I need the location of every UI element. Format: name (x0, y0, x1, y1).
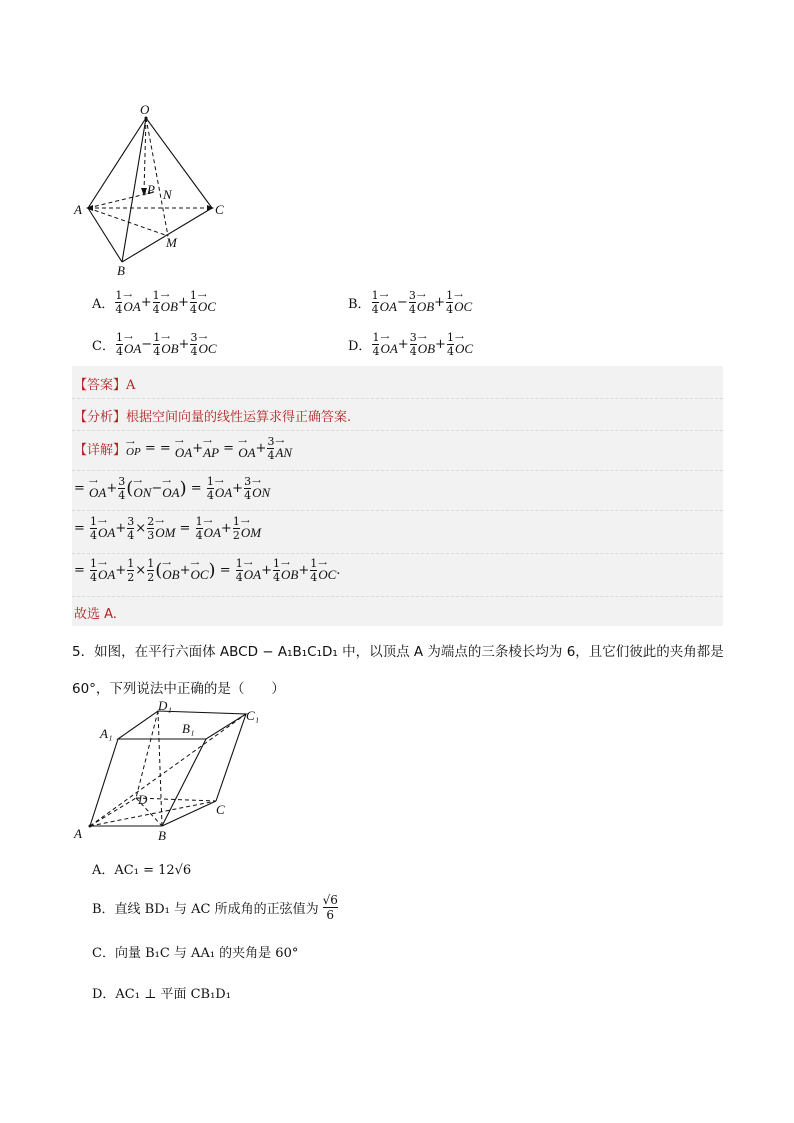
option-letter: C． (92, 339, 115, 354)
q5-option-d[interactable]: D．AC₁ ⊥ 平面 CB₁D₁ (92, 987, 231, 1002)
option-d[interactable]: D． $\frac{1}{4}$ ⟶ OA + $\frac{3}{4}$ ⟶ OB + $\frac{1}{4}$ ⟶ OC (348, 331, 473, 358)
label-P: P (147, 182, 155, 197)
option-letter: A． (92, 297, 115, 312)
conclusion: 故选 A. (74, 607, 117, 622)
label-C: C (216, 802, 225, 817)
label-A: A (74, 826, 82, 841)
answer-line (74, 374, 135, 393)
q5-option-a[interactable]: A．AC₁ = 12√6 (92, 863, 192, 878)
q5-option-b[interactable]: B．直线 BD₁ 与 AC 所成角的正弦值为 $\frac{√6}{6}$ (92, 893, 338, 922)
answer-value: A (126, 378, 136, 393)
detail-line-2: = ⟶ OA + $\frac{3}{4}$ ( ⟶ ON − ⟶ OA ) = $\frac{1}{4}$ ⟶ OA + $\frac{3}{4}$ ⟶ ON (74, 475, 271, 502)
analysis-tag: 【分析】 (74, 410, 127, 425)
detail-line-3: = $\frac{1}{4}$ ⟶ OA + $\frac{3}{4}$ × $\frac{2}{3}$ ⟶ OM = $\frac{1}{4}$ ⟶ OA + $\frac{1}{2}$ ⟶ OM (74, 515, 262, 542)
tetrahedron-figure (68, 100, 238, 280)
label-B: B (158, 828, 166, 843)
option-letter: D． (348, 339, 372, 354)
label-C1: C₁ (246, 708, 260, 723)
label-N: N (163, 187, 172, 202)
detail-line-1: 【详解】 ⟶ OP = = ⟶ OA + ⟶ AP = ⟶ OA + $\frac{3}{4}$ ⟶ AN (74, 435, 293, 462)
answer-tag: 【答案】 (74, 378, 127, 393)
label-M: M (166, 235, 177, 250)
option-c[interactable]: C． $\frac{1}{4}$ ⟶ OA − $\frac{1}{4}$ ⟶ OB + $\frac{3}{4}$ ⟶ OC (92, 331, 217, 358)
parallelepiped-figure (66, 698, 276, 848)
label-B1: B₁ (182, 721, 195, 736)
option-b[interactable]: B． $\frac{1}{4}$ ⟶ OA − $\frac{3}{4}$ ⟶ OB + $\frac{1}{4}$ ⟶ OC (348, 289, 473, 316)
q5-line-1: 5．如图，在平行六面体 ABCD − A₁B₁C₁D₁ 中，以顶点 A 为端点的三条棱长均为 6，且它们彼此的夹角都是 (72, 644, 724, 660)
label-A1: A₁ (100, 726, 113, 741)
label-C: C (215, 202, 224, 217)
label-A: A (74, 202, 82, 217)
analysis-text: 根据空间向量的线性运算求得正确答案. (126, 410, 352, 425)
label-B: B (117, 263, 125, 278)
label-D: D (138, 792, 148, 807)
q5-line-2: 60°，下列说法中正确的是（ ） (72, 681, 285, 697)
label-O: O (140, 102, 150, 117)
detail-line-4: = $\frac{1}{4}$ ⟶ OA + $\frac{1}{2}$ × $\frac{1}{2}$ ( ⟶ OB + ⟶ OC ) = $\frac{1}{4}$ ⟶ OA + $\frac{1}{4}$ ⟶ OB + $\frac{1}{4}$ ⟶ OC . (74, 557, 341, 584)
label-D1: D₁ (158, 698, 172, 713)
option-a[interactable]: A． $\frac{1}{4}$ ⟶ OA + $\frac{1}{4}$ ⟶ OB + $\frac{1}{4}$ ⟶ OC (92, 289, 216, 316)
q5-option-c[interactable]: C．向量 B₁C 与 AA₁ 的夹角是 60° (92, 946, 299, 961)
analysis-line (74, 406, 351, 425)
detail-tag: 【详解】 (74, 443, 127, 458)
option-letter: B． (348, 297, 371, 312)
